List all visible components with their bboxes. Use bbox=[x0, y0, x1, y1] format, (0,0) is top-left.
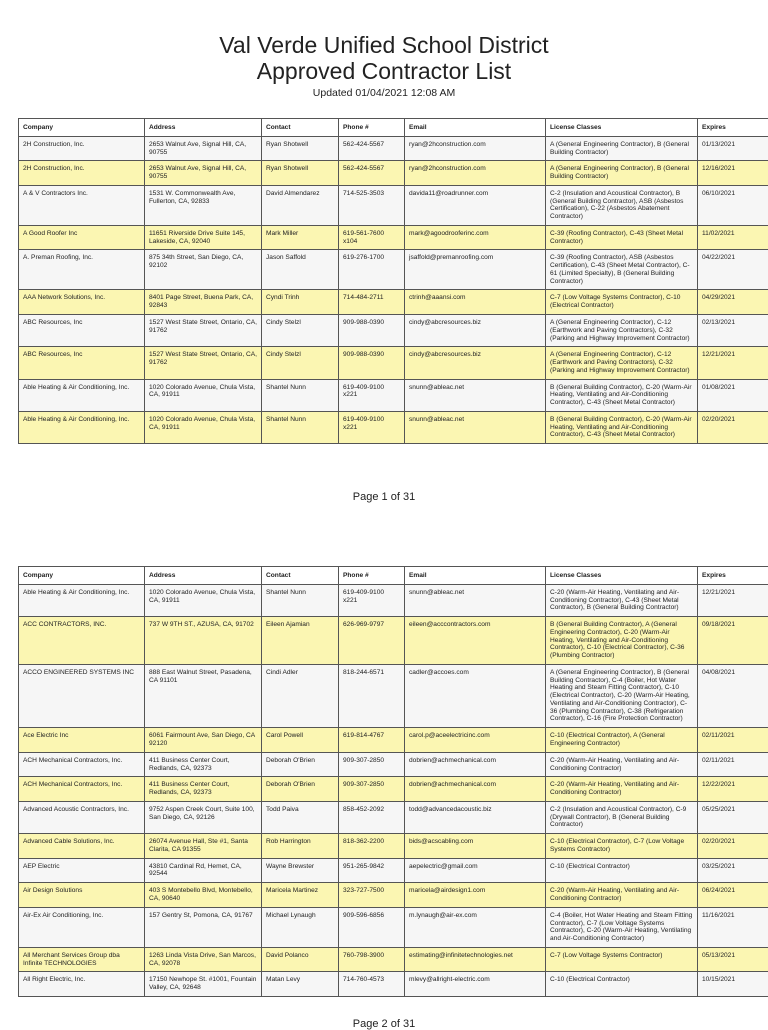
column-header-company: Company bbox=[19, 567, 145, 585]
expires-cell: 01/08/2021 bbox=[698, 379, 768, 411]
district-title: Val Verde Unified School District bbox=[0, 32, 768, 58]
license-cell: C-20 (Warm-Air Heating, Ventilating and Air-Conditioning Contractor), C-43 (Sheet Metal Contractor), B (General Building Contractor) bbox=[546, 584, 698, 616]
address-cell: 11651 Riverside Drive Suite 145, Lakeside, CA, 92040 bbox=[145, 225, 262, 250]
table-row bbox=[19, 752, 768, 777]
column-header-license: License Classes bbox=[546, 567, 698, 585]
company-cell: 2H Construction, Inc. bbox=[19, 136, 145, 161]
expires-cell: 03/25/2021 bbox=[698, 858, 768, 883]
address-cell: 875 34th Street, San Diego, CA, 92102 bbox=[145, 250, 262, 290]
license-cell: B (General Building Contractor), C-20 (Warm-Air Heating, Ventilating and Air-Conditioning Contractor), C-43 (Sheet Metal Contractor) bbox=[546, 411, 698, 443]
address-cell: 403 S Montebello Blvd, Montebello, CA, 90640 bbox=[145, 883, 262, 908]
email-cell: snunn@ableac.net bbox=[405, 584, 546, 616]
expires-cell: 02/20/2021 bbox=[698, 411, 768, 443]
column-header-phone: Phone # bbox=[339, 567, 405, 585]
email-cell: todd@advancedacoustic.biz bbox=[405, 801, 546, 833]
license-cell: A (General Engineering Contractor), B (General Building Contractor) bbox=[546, 136, 698, 161]
email-cell: mark@agoodrooferinc.com bbox=[405, 225, 546, 250]
email-cell: ryan@2hconstruction.com bbox=[405, 161, 546, 186]
phone-cell: 818-244-6571 bbox=[339, 664, 405, 727]
table-row bbox=[19, 972, 768, 997]
contact-cell: Cyndi Trinh bbox=[262, 290, 339, 315]
address-cell: 9752 Aspen Creek Court, Suite 100, San Diego, CA, 92126 bbox=[145, 801, 262, 833]
column-header-contact: Contact bbox=[262, 119, 339, 137]
expires-cell: 12/22/2021 bbox=[698, 777, 768, 802]
phone-cell: 619-409-9100 x221 bbox=[339, 584, 405, 616]
address-cell: 17150 Newhope St. #1001, Fountain Valley, CA, 92648 bbox=[145, 972, 262, 997]
expires-cell: 05/25/2021 bbox=[698, 801, 768, 833]
page-1 bbox=[0, 0, 768, 99]
email-cell: bids@acscabling.com bbox=[405, 834, 546, 859]
table-header-row bbox=[19, 567, 768, 585]
contact-cell: Shantel Nunn bbox=[262, 411, 339, 443]
address-cell: 1527 West State Street, Ontario, CA, 91762 bbox=[145, 347, 262, 379]
contact-cell: David Almendarez bbox=[262, 185, 339, 225]
phone-cell: 323-727-7500 bbox=[339, 883, 405, 908]
phone-cell: 951-265-9842 bbox=[339, 858, 405, 883]
license-cell: C-7 (Low Voltage Systems Contractor) bbox=[546, 947, 698, 972]
column-header-phone: Phone # bbox=[339, 119, 405, 137]
table-row bbox=[19, 883, 768, 908]
page-number: Page 1 of 31 bbox=[0, 491, 768, 503]
license-cell: C-10 (Electrical Contractor) bbox=[546, 972, 698, 997]
company-cell: 2H Construction, Inc. bbox=[19, 161, 145, 186]
table-row bbox=[19, 584, 768, 616]
company-cell: A & V Contractors Inc. bbox=[19, 185, 145, 225]
email-cell: snunn@ableac.net bbox=[405, 379, 546, 411]
email-cell: estimating@infinitetechnologies.net bbox=[405, 947, 546, 972]
list-title: Approved Contractor List bbox=[0, 58, 768, 84]
email-cell: cindy@abcresources.biz bbox=[405, 315, 546, 347]
phone-cell: 909-988-0390 bbox=[339, 315, 405, 347]
license-cell: C-20 (Warm-Air Heating, Ventilating and Air-Conditioning Contractor) bbox=[546, 883, 698, 908]
address-cell: 737 W 9TH ST., AZUSA, CA, 91702 bbox=[145, 617, 262, 665]
expires-cell: 06/10/2021 bbox=[698, 185, 768, 225]
company-cell: A Good Roofer Inc bbox=[19, 225, 145, 250]
address-cell: 8401 Page Street, Buena Park, CA, 92843 bbox=[145, 290, 262, 315]
table-row bbox=[19, 728, 768, 753]
company-cell: ABC Resources, Inc bbox=[19, 315, 145, 347]
phone-cell: 909-596-6856 bbox=[339, 907, 405, 947]
company-cell: Able Heating & Air Conditioning, Inc. bbox=[19, 584, 145, 616]
address-cell: 1020 Colorado Avenue, Chula Vista, CA, 91911 bbox=[145, 379, 262, 411]
phone-cell: 626-969-9797 bbox=[339, 617, 405, 665]
table-row bbox=[19, 907, 768, 947]
table-row bbox=[19, 834, 768, 859]
company-cell: A. Preman Roofing, Inc. bbox=[19, 250, 145, 290]
address-cell: 2653 Walnut Ave, Signal Hill, CA, 90755 bbox=[145, 161, 262, 186]
company-cell: ACH Mechanical Contractors, Inc. bbox=[19, 752, 145, 777]
email-cell: mlevy@allright-electric.com bbox=[405, 972, 546, 997]
contact-cell: Deborah O'Brien bbox=[262, 777, 339, 802]
contact-cell: Cindi Adler bbox=[262, 664, 339, 727]
table-row bbox=[19, 185, 768, 225]
phone-cell: 714-525-3503 bbox=[339, 185, 405, 225]
table-row bbox=[19, 250, 768, 290]
company-cell: Able Heating & Air Conditioning, Inc. bbox=[19, 411, 145, 443]
table-row bbox=[19, 315, 768, 347]
license-cell: A (General Engineering Contractor), C-12 (Earthwork and Paving Contractors), C-32 (Parking and Highway Improvement Contractor) bbox=[546, 347, 698, 379]
company-cell: Able Heating & Air Conditioning, Inc. bbox=[19, 379, 145, 411]
company-cell: ACCO ENGINEERED SYSTEMS INC bbox=[19, 664, 145, 727]
contact-cell: David Polanco bbox=[262, 947, 339, 972]
address-cell: 6061 Fairmount Ave, San Diego, CA 92120 bbox=[145, 728, 262, 753]
address-cell: 1527 West State Street, Ontario, CA, 91762 bbox=[145, 315, 262, 347]
table-row bbox=[19, 858, 768, 883]
email-cell: snunn@ableac.net bbox=[405, 411, 546, 443]
table-row bbox=[19, 411, 768, 443]
company-cell: Air Design Solutions bbox=[19, 883, 145, 908]
phone-cell: 858-452-2092 bbox=[339, 801, 405, 833]
license-cell: C-10 (Electrical Contractor), A (General Engineering Contractor) bbox=[546, 728, 698, 753]
company-cell: ABC Resources, Inc bbox=[19, 347, 145, 379]
address-cell: 888 East Walnut Street, Pasadena, CA 91101 bbox=[145, 664, 262, 727]
license-cell: C-2 (Insulation and Acoustical Contractor), C-9 (Drywall Contractor), B (General Building Contractor) bbox=[546, 801, 698, 833]
phone-cell: 619-814-4767 bbox=[339, 728, 405, 753]
column-header-address: Address bbox=[145, 567, 262, 585]
license-cell: C-39 (Roofing Contractor), C-43 (Sheet Metal Contractor) bbox=[546, 225, 698, 250]
license-cell: C-2 (Insulation and Acoustical Contractor), B (General Building Contractor), ASB (Asbestos Certification), C-22 (Asbestos Abatement Contractor) bbox=[546, 185, 698, 225]
contact-cell: Shantel Nunn bbox=[262, 584, 339, 616]
expires-cell: 02/11/2021 bbox=[698, 752, 768, 777]
email-cell: ryan@2hconstruction.com bbox=[405, 136, 546, 161]
phone-cell: 818-362-2200 bbox=[339, 834, 405, 859]
table-row bbox=[19, 664, 768, 727]
address-cell: 411 Business Center Court, Redlands, CA, 92373 bbox=[145, 752, 262, 777]
email-cell: ctrinh@aaansi.com bbox=[405, 290, 546, 315]
contact-cell: Mark Miller bbox=[262, 225, 339, 250]
address-cell: 26074 Avenue Hall, Ste #1, Santa Clarita, CA 91355 bbox=[145, 834, 262, 859]
email-cell: cadler@accoes.com bbox=[405, 664, 546, 727]
company-cell: AAA Network Solutions, Inc. bbox=[19, 290, 145, 315]
company-cell: Advanced Acoustic Contractors, Inc. bbox=[19, 801, 145, 833]
expires-cell: 02/20/2021 bbox=[698, 834, 768, 859]
expires-cell: 04/22/2021 bbox=[698, 250, 768, 290]
table-row bbox=[19, 161, 768, 186]
expires-cell: 05/13/2021 bbox=[698, 947, 768, 972]
contact-cell: Matan Levy bbox=[262, 972, 339, 997]
phone-cell: 619-561-7600 x104 bbox=[339, 225, 405, 250]
expires-cell: 02/13/2021 bbox=[698, 315, 768, 347]
license-cell: C-20 (Warm-Air Heating, Ventilating and Air-Conditioning Contractor) bbox=[546, 777, 698, 802]
company-cell: Air-Ex Air Conditioning, Inc. bbox=[19, 907, 145, 947]
table-row bbox=[19, 136, 768, 161]
email-cell: jsaffold@premanroofing.com bbox=[405, 250, 546, 290]
column-header-email: Email bbox=[405, 119, 546, 137]
license-cell: C-4 (Boiler, Hot Water Heating and Steam Fitting Contractor), C-7 (Low Voltage Systems Contractor), C-20 (Warm-Air Heating, Ventilating and Air-Conditioning Contractor) bbox=[546, 907, 698, 947]
address-cell: 1020 Colorado Avenue, Chula Vista, CA, 91911 bbox=[145, 411, 262, 443]
license-cell: C-7 (Low Voltage Systems Contractor), C-10 (Electrical Contractor) bbox=[546, 290, 698, 315]
expires-cell: 01/13/2021 bbox=[698, 136, 768, 161]
column-header-contact: Contact bbox=[262, 567, 339, 585]
expires-cell: 04/08/2021 bbox=[698, 664, 768, 727]
email-cell: carol.p@aceelectricinc.com bbox=[405, 728, 546, 753]
document-header bbox=[0, 0, 768, 99]
company-cell: ACH Mechanical Contractors, Inc. bbox=[19, 777, 145, 802]
license-cell: C-10 (Electrical Contractor) bbox=[546, 858, 698, 883]
address-cell: 2653 Walnut Ave, Signal Hill, CA, 90755 bbox=[145, 136, 262, 161]
column-header-expires: Expires bbox=[698, 119, 768, 137]
expires-cell: 04/29/2021 bbox=[698, 290, 768, 315]
email-cell: dobrien@achmechanical.com bbox=[405, 752, 546, 777]
contact-cell: Cindy Stelzl bbox=[262, 315, 339, 347]
contact-cell: Deborah O'Brien bbox=[262, 752, 339, 777]
company-cell: ACC CONTRACTORS, INC. bbox=[19, 617, 145, 665]
phone-cell: 619-409-9100 x221 bbox=[339, 411, 405, 443]
table-row bbox=[19, 225, 768, 250]
table-row bbox=[19, 379, 768, 411]
contractor-table-page-2 bbox=[18, 566, 768, 997]
phone-cell: 909-988-0390 bbox=[339, 347, 405, 379]
company-cell: Ace Electric Inc bbox=[19, 728, 145, 753]
column-header-email: Email bbox=[405, 567, 546, 585]
license-cell: B (General Building Contractor), A (General Engineering Contractor), C-20 (Warm-Air Heating, Ventilating and Air-Conditioning Contractor), C-10 (Electrical Contractor), C-36 (Plumbing Contractor) bbox=[546, 617, 698, 665]
email-cell: dobrien@achmechanical.com bbox=[405, 777, 546, 802]
phone-cell: 619-276-1700 bbox=[339, 250, 405, 290]
phone-cell: 909-307-2850 bbox=[339, 752, 405, 777]
column-header-address: Address bbox=[145, 119, 262, 137]
contact-cell: Carol Powell bbox=[262, 728, 339, 753]
license-cell: B (General Building Contractor), C-20 (Warm-Air Heating, Ventilating and Air-Conditioning Contractor), C-43 (Sheet Metal Contractor) bbox=[546, 379, 698, 411]
email-cell: eileen@acccontractors.com bbox=[405, 617, 546, 665]
email-cell: aepelectric@gmail.com bbox=[405, 858, 546, 883]
contact-cell: Michael Lynaugh bbox=[262, 907, 339, 947]
expires-cell: 06/24/2021 bbox=[698, 883, 768, 908]
table-row bbox=[19, 617, 768, 665]
contact-cell: Maricela Martinez bbox=[262, 883, 339, 908]
phone-cell: 760-798-3900 bbox=[339, 947, 405, 972]
table-header-row bbox=[19, 119, 768, 137]
license-cell: C-20 (Warm-Air Heating, Ventilating and Air-Conditioning Contractor) bbox=[546, 752, 698, 777]
address-cell: 1020 Colorado Avenue, Chula Vista, CA, 91911 bbox=[145, 584, 262, 616]
phone-cell: 714-760-4573 bbox=[339, 972, 405, 997]
contact-cell: Ryan Shotwell bbox=[262, 161, 339, 186]
email-cell: davida11@roadrunner.com bbox=[405, 185, 546, 225]
contact-cell: Cindy Stelzl bbox=[262, 347, 339, 379]
address-cell: 411 Business Center Court, Redlands, CA, 92373 bbox=[145, 777, 262, 802]
address-cell: 1263 Linda Vista Drive, San Marcos, CA, 92078 bbox=[145, 947, 262, 972]
company-cell: All Right Electric, Inc. bbox=[19, 972, 145, 997]
company-cell: All Merchant Services Group dba Infinite TECHNOLOGIES bbox=[19, 947, 145, 972]
license-cell: C-39 (Roofing Contractor), ASB (Asbestos Certification), C-43 (Sheet Metal Contractor), C-61 (Limited Specialty), B (General Building Contractor) bbox=[546, 250, 698, 290]
address-cell: 43810 Cardinal Rd, Hemet, CA, 92544 bbox=[145, 858, 262, 883]
company-cell: AEP Electric bbox=[19, 858, 145, 883]
expires-cell: 11/16/2021 bbox=[698, 907, 768, 947]
phone-cell: 562-424-5567 bbox=[339, 161, 405, 186]
phone-cell: 909-307-2850 bbox=[339, 777, 405, 802]
expires-cell: 10/15/2021 bbox=[698, 972, 768, 997]
email-cell: maricela@airdesign1.com bbox=[405, 883, 546, 908]
expires-cell: 12/16/2021 bbox=[698, 161, 768, 186]
email-cell: m.lynaugh@air-ex.com bbox=[405, 907, 546, 947]
license-cell: A (General Engineering Contractor), C-12 (Earthwork and Paving Contractors), C-32 (Parking and Highway Improvement Contractor) bbox=[546, 315, 698, 347]
address-cell: 1531 W. Commonwealth Ave, Fullerton, CA, 92833 bbox=[145, 185, 262, 225]
table-row bbox=[19, 947, 768, 972]
contact-cell: Wayne Brewster bbox=[262, 858, 339, 883]
contact-cell: Rob Harrington bbox=[262, 834, 339, 859]
phone-cell: 619-409-9100 x221 bbox=[339, 379, 405, 411]
expires-cell: 12/21/2021 bbox=[698, 347, 768, 379]
expires-cell: 09/18/2021 bbox=[698, 617, 768, 665]
phone-cell: 562-424-5567 bbox=[339, 136, 405, 161]
email-cell: cindy@abcresources.biz bbox=[405, 347, 546, 379]
contact-cell: Jason Saffold bbox=[262, 250, 339, 290]
expires-cell: 12/21/2021 bbox=[698, 584, 768, 616]
table-row bbox=[19, 801, 768, 833]
address-cell: 157 Gentry St, Pomona, CA, 91767 bbox=[145, 907, 262, 947]
contact-cell: Todd Paiva bbox=[262, 801, 339, 833]
table-row bbox=[19, 347, 768, 379]
table-row bbox=[19, 777, 768, 802]
contact-cell: Shantel Nunn bbox=[262, 379, 339, 411]
table-row bbox=[19, 290, 768, 315]
contact-cell: Ryan Shotwell bbox=[262, 136, 339, 161]
phone-cell: 714-484-2711 bbox=[339, 290, 405, 315]
contractor-table-page-1 bbox=[18, 118, 768, 444]
license-cell: A (General Engineering Contractor), B (General Building Contractor) bbox=[546, 161, 698, 186]
column-header-license: License Classes bbox=[546, 119, 698, 137]
column-header-company: Company bbox=[19, 119, 145, 137]
company-cell: Advanced Cable Solutions, Inc. bbox=[19, 834, 145, 859]
expires-cell: 11/02/2021 bbox=[698, 225, 768, 250]
expires-cell: 02/11/2021 bbox=[698, 728, 768, 753]
license-cell: C-10 (Electrical Contractor), C-7 (Low Voltage Systems Contractor) bbox=[546, 834, 698, 859]
column-header-expires: Expires bbox=[698, 567, 768, 585]
updated-timestamp: Updated 01/04/2021 12:08 AM bbox=[0, 87, 768, 99]
contact-cell: Eileen Ajamian bbox=[262, 617, 339, 665]
license-cell: A (General Engineering Contractor), B (General Building Contractor), C-4 (Boiler, Hot Water Heating and Steam Fitting Contractor), C-10 (Electrical Contractor), C-20 (Warm-Air Heating, Ventilating and Air-Conditioning Contractor), C-36 (Plumbing Contractor), C-38 (Refrigeration Contractor), C-16 (Fire Protection Contractor) bbox=[546, 664, 698, 727]
page-number: Page 2 of 31 bbox=[0, 1018, 768, 1030]
